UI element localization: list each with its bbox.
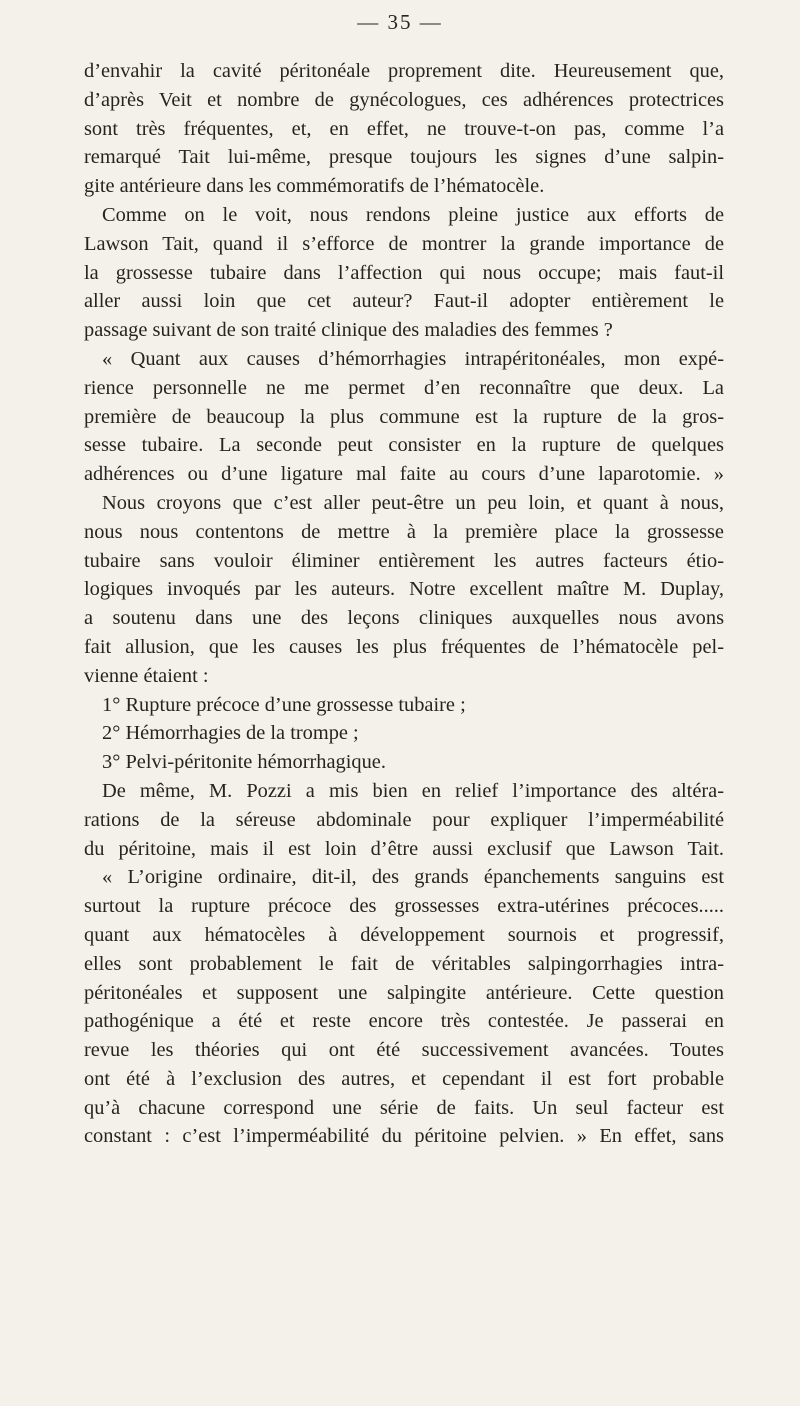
text-line: sesse tubaire. La seconde peut consister en la rupture de quelques	[84, 434, 724, 457]
text-line: vienne étaient :	[84, 664, 209, 687]
text-line: constant : c’est l’imperméabilité du péritoine pelvien. » En effet, sans	[84, 1125, 724, 1148]
text-line: fait allusion, que les causes les plus fréquentes de l’hématocèle pel-	[84, 635, 724, 658]
text-line: péritonéales et supposent une salpingite antérieure. Cette question	[84, 981, 724, 1004]
text-line: quant aux hématocèles à développement sournois et progressif,	[84, 923, 724, 946]
text-line: « Quant aux causes d’hémorrhagies intrapéritonéales, mon expé-	[102, 347, 724, 370]
text-line: revue les théories qui ont été successivement avancées. Toutes	[84, 1039, 724, 1062]
text-line: d’après Veit et nombre de gynécologues, ces adhérences protectrices	[84, 88, 724, 111]
text-line: remarqué Tait lui-même, presque toujours les signes d’une salpin-	[84, 146, 724, 169]
text-line: rations de la séreuse abdominale pour expliquer l’imperméabilité	[84, 808, 724, 831]
text-line: tubaire sans vouloir éliminer entièrement les autres facteurs étio-	[84, 549, 724, 572]
text-line: adhérences ou d’une ligature mal faite au cours d’une laparotomie. »	[84, 463, 724, 486]
body-text	[84, 57, 724, 1151]
text-line: passage suivant de son traité clinique des maladies des femmes ?	[84, 319, 613, 342]
text-line: elles sont probablement le fait de véritables salpingorrhagies intra-	[84, 952, 724, 975]
text-line: surtout la rupture précoce des grossesses extra-utérines précoces.....	[84, 895, 724, 918]
text-line: première de beaucoup la plus commune est la rupture de la gros-	[84, 405, 724, 428]
text-line: 3° Pelvi-péritonite hémorrhagique.	[102, 751, 386, 774]
text-line: du péritoine, mais il est loin d’être aussi exclusif que Lawson Tait.	[84, 837, 724, 860]
text-line: aller aussi loin que cet auteur? Faut-il adopter entièrement le	[84, 290, 724, 313]
text-line: la grossesse tubaire dans l’affection qui nous occupe; mais faut-il	[84, 261, 724, 284]
text-line: nous nous contentons de mettre à la première place la grossesse	[84, 520, 724, 543]
text-line: rience personnelle ne me permet d’en reconnaître que deux. La	[84, 376, 724, 399]
text-line: 1° Rupture précoce d’une grossesse tubaire ;	[102, 693, 466, 716]
text-line: ont été à l’exclusion des autres, et cependant il est fort probable	[84, 1067, 724, 1090]
page-number: — 35 —	[357, 10, 443, 34]
text-line: 2° Hémorrhagies de la trompe ;	[102, 722, 359, 745]
text-line: Nous croyons que c’est aller peut-être un peu loin, et quant à nous,	[102, 491, 724, 514]
text-line: logiques invoqués par les auteurs. Notre excellent maître M. Duplay,	[84, 578, 724, 601]
text-line: Comme on le voit, nous rendons pleine justice aux efforts de	[102, 203, 724, 226]
text-line: d’envahir la cavité péritonéale proprement dite. Heureusement que,	[84, 60, 724, 82]
text-line: Lawson Tait, quand il s’efforce de montrer la grande importance de	[84, 232, 724, 255]
text-line: qu’à chacune correspond une série de faits. Un seul facteur est	[84, 1096, 724, 1119]
text-line: a soutenu dans une des leçons cliniques auxquelles nous avons	[84, 607, 724, 630]
text-line: « L’origine ordinaire, dit-il, des grands épanchements sanguins est	[102, 866, 724, 889]
text-line: gite antérieure dans les commémoratifs de l’hématocèle.	[84, 175, 545, 198]
text-line: sont très fréquentes, et, en effet, ne trouve-t-on pas, comme l’a	[84, 117, 724, 140]
text-line: pathogénique a été et reste encore très contestée. Je passerai en	[84, 1010, 724, 1033]
text-line: De même, M. Pozzi a mis bien en relief l’importance des altéra-	[102, 779, 724, 802]
